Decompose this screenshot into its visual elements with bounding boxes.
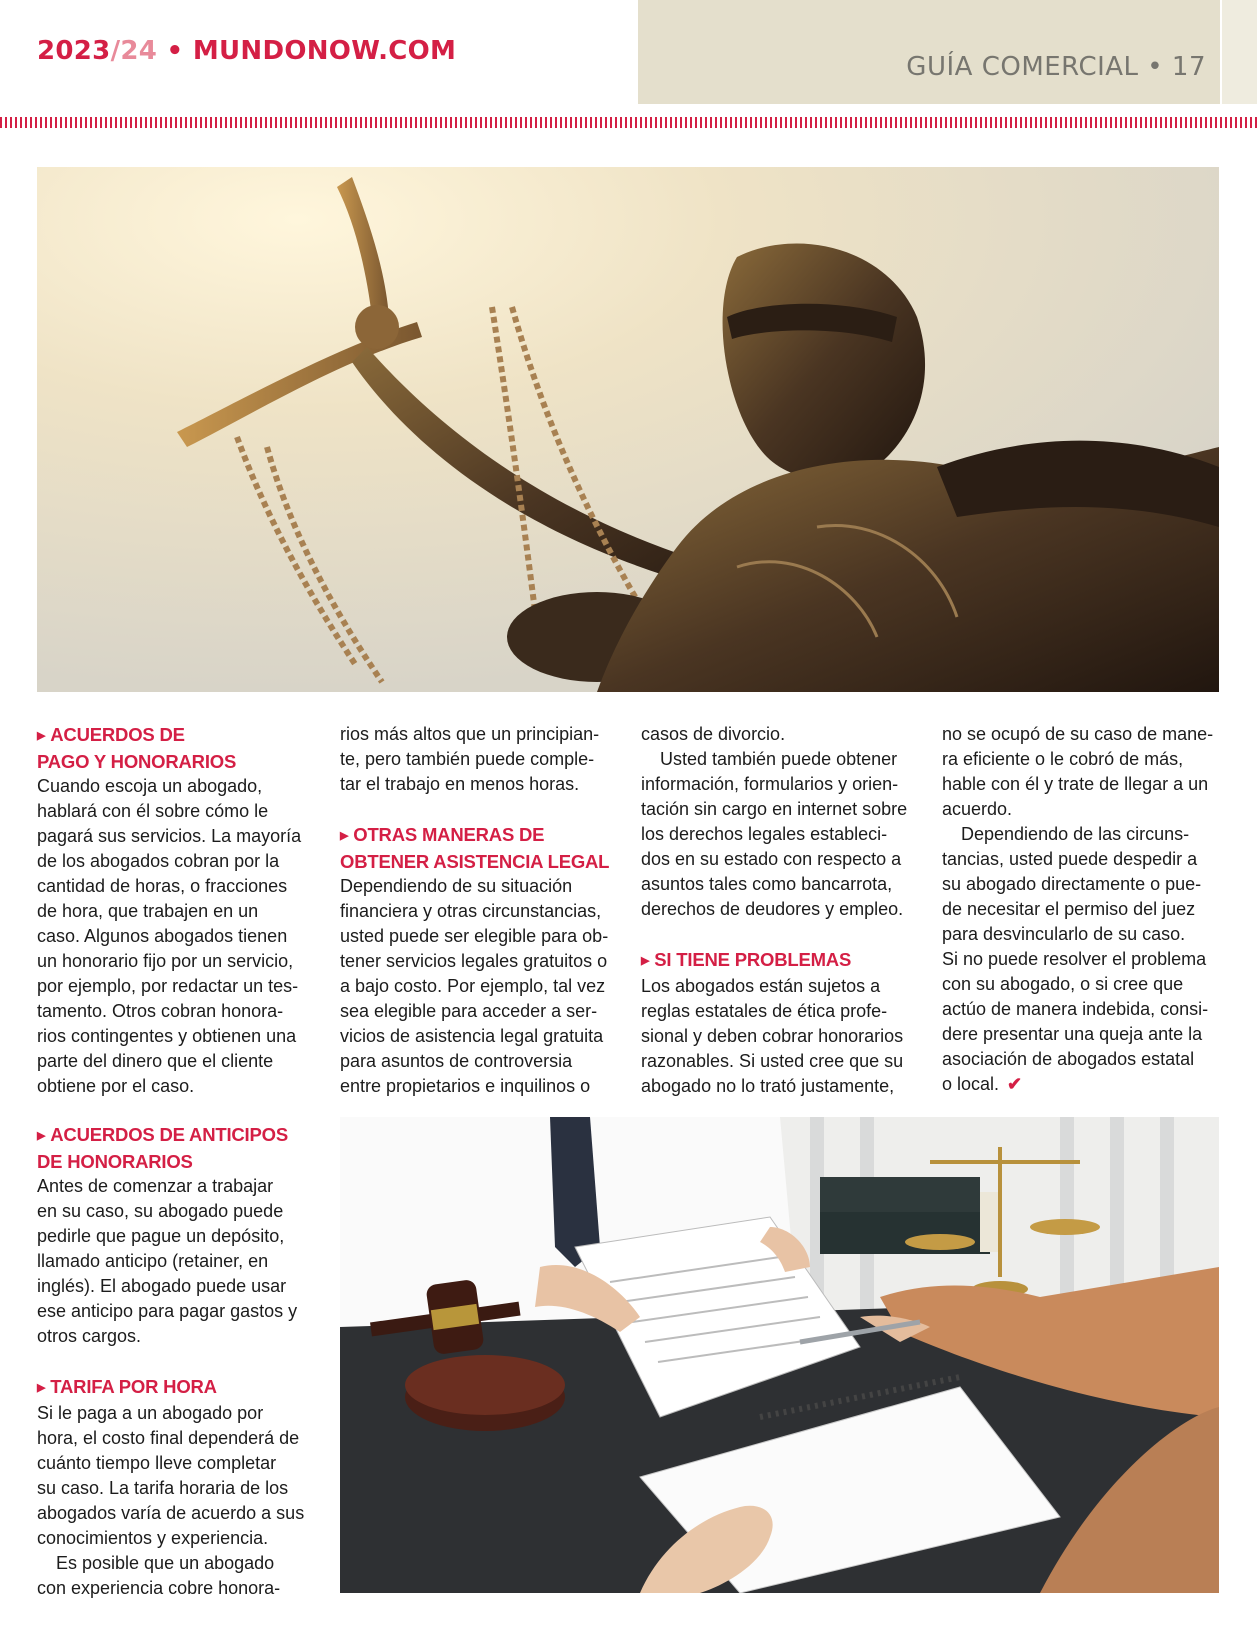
section-heading-asistencia: ▶ OTRAS MANERAS DE <box>340 824 545 845</box>
body-line: dere presentar una queja ante la <box>942 1024 1203 1044</box>
body-line: su abogado directamente o pue- <box>942 874 1202 894</box>
body-line: su caso. La tarifa horaria de los <box>37 1478 289 1498</box>
text-column-3 <box>641 722 926 1099</box>
bullet-separator: • <box>166 36 184 66</box>
body-line: de los abogados cobran por la <box>37 851 280 871</box>
body-line: abogado no lo trató justamente, <box>641 1076 895 1096</box>
triangle-bullet-icon: ▶ <box>37 1382 46 1394</box>
body-line: rios más altos que un principian- <box>340 724 600 744</box>
body-line: información, formularios y orien- <box>641 774 899 794</box>
body-line: ese anticipo para pagar gastos y <box>37 1301 298 1321</box>
body-line: ra eficiente o le cobró de más, <box>942 749 1184 769</box>
body-line: Dependiendo de las circuns- <box>961 824 1190 844</box>
body-line: cantidad de horas, o fracciones <box>37 876 288 896</box>
body-line: parte del dinero que el cliente <box>37 1051 274 1071</box>
body-line: te, pero también puede comple- <box>340 749 595 769</box>
body-line: entre propietarios e inquilinos o <box>340 1076 591 1096</box>
lady-justice-photo <box>37 167 1219 692</box>
body-line: reglas estatales de ética profe- <box>641 1001 888 1021</box>
body-line: Si no puede resolver el problema <box>942 949 1207 969</box>
body-line: hable con él y trate de llegar a un <box>942 774 1209 794</box>
body-line: Dependiendo de su situación <box>340 876 573 896</box>
triangle-bullet-icon: ▶ <box>641 955 650 967</box>
text-column-1-lower <box>37 1122 317 1601</box>
text-column-1 <box>37 722 317 1099</box>
body-line: no se ocupó de su caso de mane- <box>942 724 1214 744</box>
header-edge-strip <box>1222 0 1257 104</box>
body-line: pagará sus servicios. La mayoría <box>37 826 302 846</box>
body-line: hora, el costo final dependerá de <box>37 1428 300 1448</box>
body-line: razonables. Si usted cree que su <box>641 1051 904 1071</box>
triangle-bullet-icon: ▶ <box>37 1130 46 1142</box>
body-line: Es posible que un abogado <box>56 1553 275 1573</box>
triangle-bullet-icon: ▶ <box>37 730 46 742</box>
body-line: a bajo costo. Por ejemplo, tal vez <box>340 976 606 996</box>
text-column-2 <box>340 722 625 1099</box>
check-mark-icon: ✔ <box>1007 1074 1023 1094</box>
section-heading-tarifa: ▶ TARIFA POR HORA <box>37 1376 217 1397</box>
body-line: por ejemplo, por redactar un tes- <box>37 976 299 996</box>
section-heading-anticipos: ▶ ACUERDOS DE ANTICIPOS <box>37 1124 288 1145</box>
body-line: Usted también puede obtener <box>660 749 898 769</box>
body-line: un honorario fijo por un servicio, <box>37 951 294 971</box>
body-line: tación sin cargo en internet sobre <box>641 799 908 819</box>
body-line: hablará con él sobre cómo le <box>37 801 269 821</box>
body-line: Antes de comenzar a trabajar <box>37 1176 274 1196</box>
section-heading-pago-line2: PAGO Y HONORARIOS <box>37 751 237 772</box>
body-line: tar el trabajo en menos horas. <box>340 774 580 794</box>
section-heading-problemas: ▶ SI TIENE PROBLEMAS <box>641 949 852 970</box>
body-line: con experiencia cobre honora- <box>37 1578 281 1598</box>
body-line: financiera y otras circunstancias, <box>340 901 602 921</box>
body-line: usted puede ser elegible para ob- <box>340 926 609 946</box>
section-heading-anticipos-line2: DE HONORARIOS <box>37 1151 193 1172</box>
body-line: asuntos tales como bancarrota, <box>641 874 893 894</box>
body-line: en su caso, su abogado puede <box>37 1201 284 1221</box>
lawyer-contract-photo <box>340 1117 1219 1593</box>
body-line: pedirle que pague un depósito, <box>37 1226 285 1246</box>
text-column-4 <box>942 722 1227 1097</box>
year-end: 24 <box>120 36 158 66</box>
body-line: asociación de abogados estatal <box>942 1049 1195 1069</box>
body-line-last: o local. ✔ <box>942 1074 1023 1094</box>
publication-line <box>37 36 456 66</box>
body-line: llamado anticipo (retainer, en <box>37 1251 269 1271</box>
site-name: MUNDONOW.COM <box>192 36 457 66</box>
body-line: conocimientos y experiencia. <box>37 1528 269 1548</box>
section-and-page-number: GUÍA COMERCIAL • 17 <box>906 52 1206 82</box>
body-line: Cuando escoja un abogado, <box>37 776 263 796</box>
dashed-divider <box>0 117 1257 128</box>
body-line: inglés). El abogado puede usar <box>37 1276 287 1296</box>
body-line: para asuntos de controversia <box>340 1051 573 1071</box>
body-line: derechos de deudores y empleo. <box>641 899 904 919</box>
body-line: cuánto tiempo lleve completar <box>37 1453 277 1473</box>
body-line: los derechos legales estableci- <box>641 824 888 844</box>
year-slash: / <box>110 36 121 66</box>
body-line: abogados varía de acuerdo a sus <box>37 1503 305 1523</box>
body-line: casos de divorcio. <box>641 724 786 744</box>
body-line: acuerdo. <box>942 799 1013 819</box>
body-line: de necesitar el permiso del juez <box>942 899 1196 919</box>
body-line: para desvincularlo de su caso. <box>942 924 1186 944</box>
body-line: tamento. Otros cobran honora- <box>37 1001 284 1021</box>
body-line: de hora, que trabajen en un <box>37 901 259 921</box>
body-line: sea elegible para acceder a ser- <box>340 1001 598 1021</box>
body-line: tancias, usted puede despedir a <box>942 849 1198 869</box>
body-line: otros cargos. <box>37 1326 142 1346</box>
body-line: caso. Algunos abogados tienen <box>37 926 288 946</box>
year-start: 2023 <box>37 36 111 66</box>
section-heading-asistencia-line2: OBTENER ASISTENCIA LEGAL <box>340 851 610 872</box>
body-line: rios contingentes y obtienen una <box>37 1026 297 1046</box>
triangle-bullet-icon: ▶ <box>340 830 349 842</box>
body-line: obtiene por el caso. <box>37 1076 195 1096</box>
body-line: vicios de asistencia legal gratuita <box>340 1026 604 1046</box>
body-line: con su abogado, o si cree que <box>942 974 1184 994</box>
section-heading-pago: ▶ ACUERDOS DE <box>37 724 185 745</box>
body-line: actúo de manera indebida, consi- <box>942 999 1209 1019</box>
body-line: dos en su estado con respecto a <box>641 849 902 869</box>
body-line: tener servicios legales gratuitos o <box>340 951 608 971</box>
body-line: Si le paga a un abogado por <box>37 1403 264 1423</box>
body-line: Los abogados están sujetos a <box>641 976 881 996</box>
body-line: sional y deben cobrar honorarios <box>641 1026 904 1046</box>
